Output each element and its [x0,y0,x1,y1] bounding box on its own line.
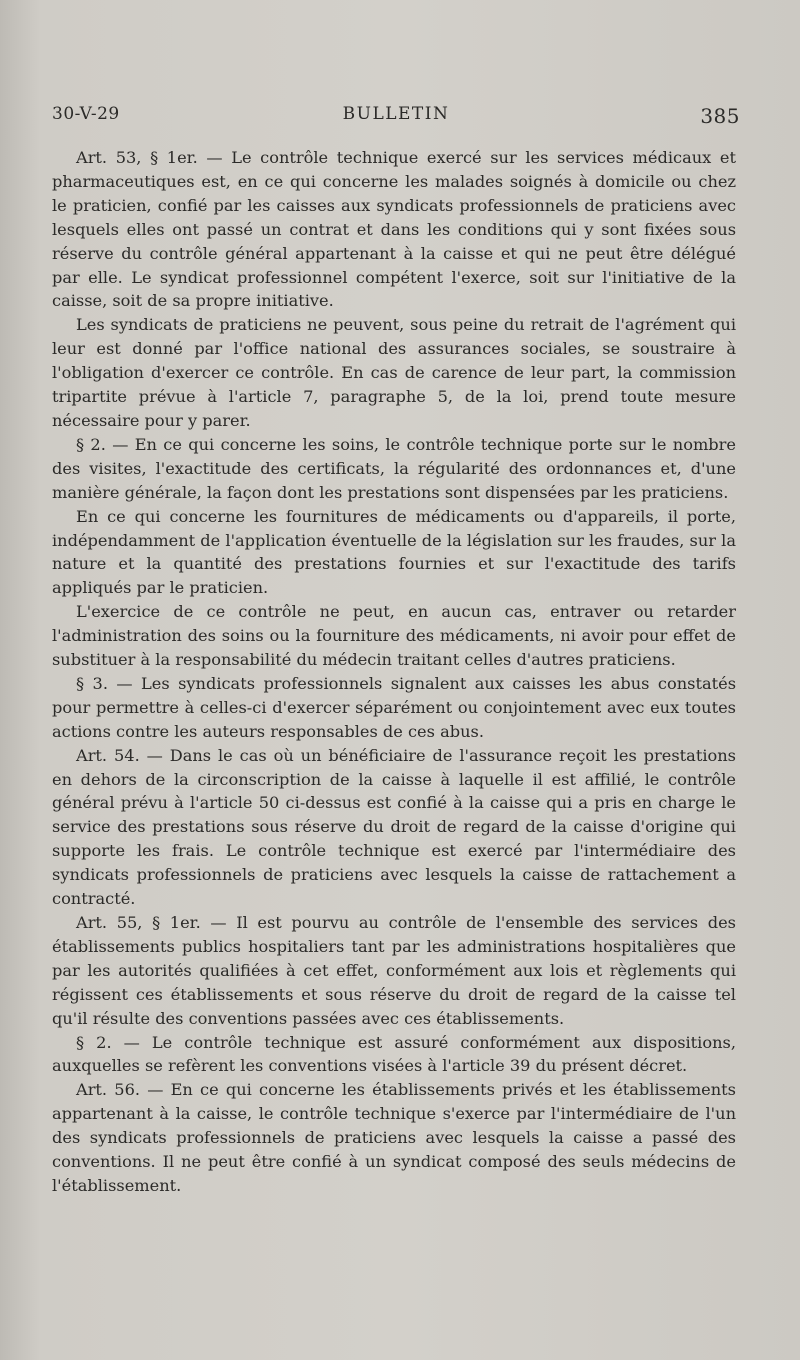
paragraph-fournitures: En ce qui concerne les fournitures de médicaments ou d'appareils, il porte, indépendamment de l'application éventuelle de la législation sur les fraudes, sur la nature et la quantité des prestations fournies et sur l'exactitude des tarifs appliqués par le praticien. [52,506,736,598]
paragraph-exercice: L'exercice de ce contrôle ne peut, en aucun cas, entraver ou retarder l'administration des soins ou la fourniture des médicaments, ni avoir pour effet de substituer à la responsabilité du médecin traitant celles d'autres praticiens. [52,602,736,670]
page-number: 385 [700,104,740,128]
paragraph-art-55: Art. 55, § 1er. — Il est pourvu au contrôle de l'ensemble des services des établissements publics hospitaliers tant par les administrations hospitalières que par les autorités qualifiées à cet effet, conformément aux lois et règlements qui régissent ces établissements et sous réserve du droit de regard de la caisse tel qu'il résulte des conventions passées avec ces établissements. [52,913,736,1028]
paragraph-art-56: Art. 56. — En ce qui concerne les établissements privés et les établissements appartenant à la caisse, le contrôle technique s'exerce par l'intermédiaire de l'un des syndicats professionnels de praticiens avec lesquels la caisse a passé des conventions. Il ne peut être confié à un syndicat composé des seuls médecins de l'établissement. [52,1080,736,1195]
paragraph-art-53: Art. 53, § 1er. — Le contrôle technique exercé sur les services médicaux et pharmaceutiques est, en ce qui concerne les malades soignés à domicile ou chez le praticien, confié par les caisses aux syndicats professionnels de praticiens avec lesquels elles ont passé un contrat et dans les conditions qui y sont fixées sous réserve du contrôle général appartenant à la caisse et qui ne peut être délégué par elle. Le syndicat professionnel compétent l'exerce, soit sur l'initiative de la caisse, soit de sa propre initiative. [52,148,736,311]
paragraph-53-3: § 3. — Les syndicats professionnels signalent aux caisses les abus constatés pour permettre à celles-ci d'exercer séparément ou conjointement avec eux toutes actions contre les auteurs responsables de ces abus. [52,673,736,741]
document-body [52,146,736,1198]
paragraph-art-54: Art. 54. — Dans le cas où un bénéficiaire de l'assurance reçoit les prestations en dehors de la circonscription de la caisse à laquelle il est affilié, le contrôle général prévu à l'article 50 ci-dessus est confié à la caisse qui a pris en charge le service des prestations sous réserve du droit de regard de la caisse d'origine qui supporte les frais. Le contrôle technique est exercé par l'intermédiaire des syndicats professionnels de praticiens avec lesquels la caisse de rattachement a contracté. [52,745,736,909]
paragraph-55-2: § 2. — Le contrôle technique est assuré conformément aux dispositions, auxquelles se refèrent les conventions visées à l'article 39 du présent décret. [52,1032,736,1076]
page-header [52,104,740,134]
header-date: 30-V-29 [52,104,120,124]
paragraph-53-2: § 2. — En ce qui concerne les soins, le contrôle technique porte sur le nombre des visites, l'exactitude des certificats, la régularité des ordonnances et, d'une manière générale, la façon dont les prestations sont dispensées par les praticiens. [52,434,736,502]
paragraph-syndicats: Les syndicats de praticiens ne peuvent, sous peine du retrait de l'agrément qui leur est donné par l'office national des assurances sociales, se soustraire à l'obligation d'exercer ce contrôle. En cas de carence de leur part, la commission tripartite prévue à l'article 7, paragraphe 5, de la loi, prend toute mesure nécessaire pour y parer. [52,315,736,430]
header-title: BULLETIN [342,104,450,124]
